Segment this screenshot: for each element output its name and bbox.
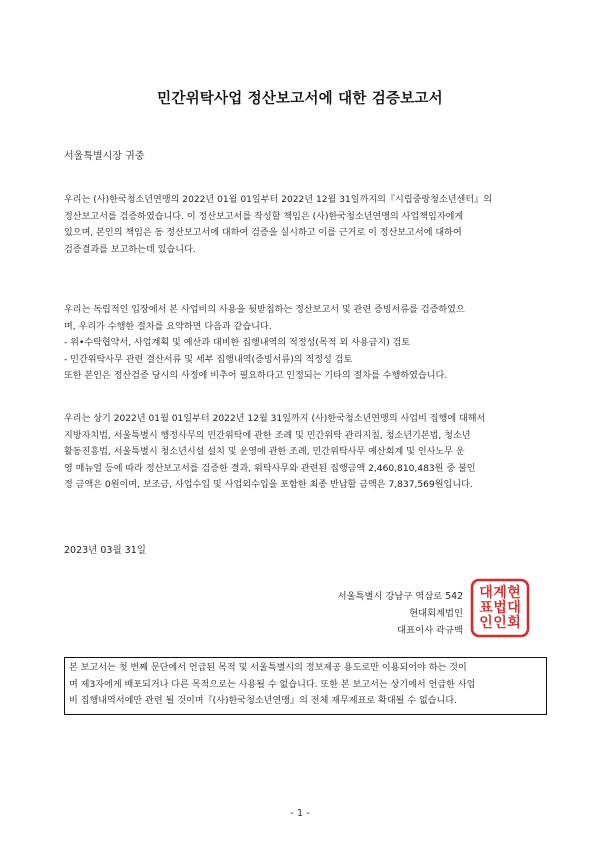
paragraph-line: 또한 본인은 정산검증 당시의 사정에 비추어 필요하다고 인정되는 기타의 절차를 수행하였습니다.: [64, 371, 448, 382]
paragraph-line: 검증결과를 보고하는데 있습니다.: [64, 244, 196, 255]
paragraph-line: - 위•수탁협약서, 사업계획 및 예산과 대비한 집행내역의 적정성(목적 외 사용금지) 검토: [64, 338, 411, 349]
paragraph-line: 활동진흥법, 서울특별시 청소년시설 설치 및 운영에 관한 조례, 민간위탁사무 예산회계 및 인사노무 운: [64, 447, 465, 458]
paragraph-scope: [64, 192, 542, 258]
paragraph-line: 지방자치법, 서울특별시 행정사무의 민간위탁에 관한 조례 및 민간위탁 관리지침, 청소년기본법, 청소년: [64, 430, 471, 441]
paragraph-line: 우리는 독립적인 입장에서 본 사업비의 사용을 뒷받침하는 정산보고서 및 관련 증빙서류를 검증하였으: [64, 305, 465, 315]
seal-glyph: 인: [479, 615, 493, 631]
seal-glyph: 대: [507, 600, 521, 616]
paragraph-result: [64, 411, 542, 494]
notice-line: 며 제3자에게 배포되거나 다른 목적으로는 사용될 수 없습니다. 또한 본 보고서는 상기에서 언급한 사업: [69, 679, 476, 690]
paragraph-line: - 민간위탁사무 관련 결산서류 및 세부 집행내역(증빙서류)의 적정성 검토: [64, 354, 353, 365]
signer-representative: 대표이사 곽규백: [397, 625, 463, 636]
paragraph-line: 있으며, 본인의 책임은 동 정산보고서에 대하여 검증을 실시하고 이를 근거로 이 정산보고서에 대하여: [64, 228, 462, 239]
seal-glyph: 표: [479, 600, 493, 616]
seal-glyph: 계: [493, 585, 507, 601]
usage-notice-box: [64, 657, 547, 715]
seal-glyph: 회: [507, 615, 521, 631]
paragraph-line: 우리는 (사)한국청소년연맹의 2022년 01월 01일부터 2022년 12월 31일까지의『시립중랑청소년센터』의: [64, 195, 492, 205]
addressee: 서울특별시장 귀중: [64, 151, 145, 162]
paragraph-line: 정산보고서를 검증하였습니다. 이 정산보고서를 작성할 책임은 (사)한국청소년연맹의 사업책임자에게: [64, 211, 464, 222]
signer-firm: 현대회계법인: [409, 608, 463, 619]
paragraph-line: 우리는 상기 2022년 01월 01일부터 2022년 12월 31일까지 (사)한국청소년연맹의 사업비 집행에 대해서: [64, 414, 486, 424]
paragraph-procedures: [64, 302, 542, 385]
seal-glyph: 대: [479, 585, 493, 601]
notice-line: 비 집행내역서에만 관련 될 것이며『(사)한국청소년연맹』의 전체 재무제표로 확대될 수 없습니다.: [69, 696, 458, 707]
page-number: - 1 -: [290, 808, 310, 819]
paragraph-line: 며, 우리가 수행한 절차를 요약하면 다음과 같습니다.: [64, 321, 272, 332]
paragraph-line: 영 매뉴얼 등에 따라 정산보고서를 검증한 결과, 위탁사무와 관련된 집행금액 2,460,810,483원 중 불인: [64, 463, 476, 474]
paragraph-line: 정 금액은 0원이며, 보조금, 사업수입 및 사업외수입을 포함한 최종 반납할 금액은 7,837,569원입니다.: [64, 480, 473, 491]
document-title: 민간위탁사업 정산보고서에 대한 검증보고서: [157, 91, 443, 107]
report-date: 2023년 03월 31일: [64, 545, 146, 556]
seal-glyph: 인: [493, 615, 507, 631]
company-seal-stamp: [470, 578, 530, 638]
seal-glyph: 현: [507, 585, 521, 601]
notice-line: 본 보고서는 첫 번째 문단에서 언급된 목적 및 서울특별시의 정보제공 용도로만 이용되어야 하는 것이: [69, 663, 467, 673]
seal-glyph: 법: [493, 600, 507, 616]
signer-block: [338, 588, 463, 639]
signer-address: 서울특별시 강남구 역삼로 542: [337, 591, 463, 602]
